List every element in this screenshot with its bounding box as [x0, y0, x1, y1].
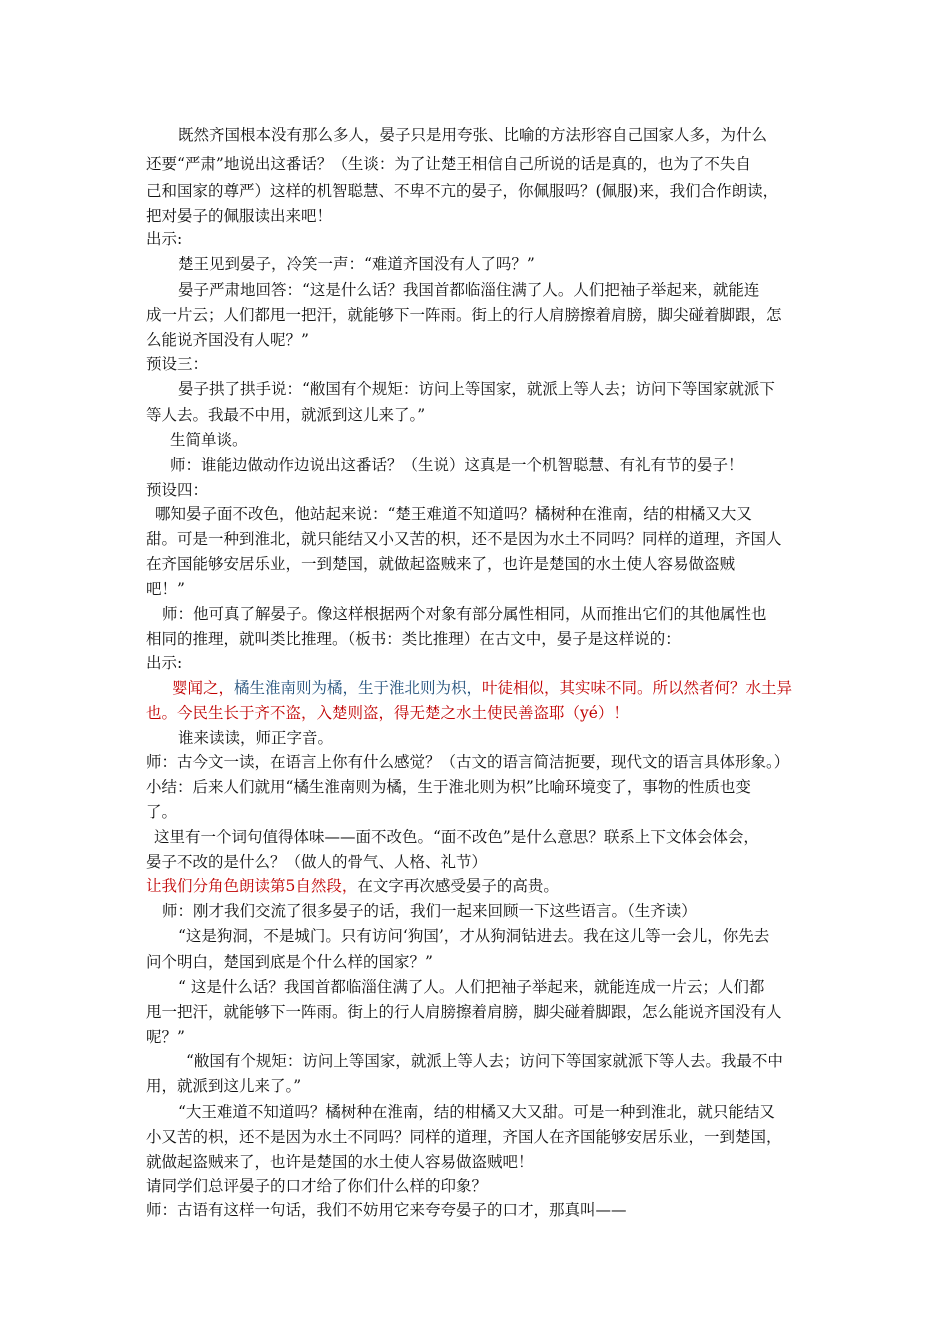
paragraph-line: 吧！”: [146, 580, 185, 598]
paragraph-line: 晏子严肃地回答：“这是什么话？我国首都临淄住满了人。人们把袖子举起来，就能连: [178, 281, 760, 299]
paragraph-line: 既然齐国根本没有那么多人，晏子只是用夸张、比喻的方法形容自己国家人多，为什么: [178, 126, 768, 144]
paragraph-line: 么能说齐国没有人呢？”: [146, 331, 309, 349]
quote-line: 就做起盗贼来了，也许是楚国的水土使人容易做盗贼吧！: [146, 1153, 534, 1171]
paragraph-line: 师：刚才我们交流了很多晏子的话，我们一起来回顾一下这些语言。（生齐读）: [162, 902, 697, 920]
paragraph-line: 楚王见到晏子，冷笑一声：“难道齐国没有人了吗？”: [178, 255, 535, 273]
highlight-red-text: 让我们分角色朗读第5自然段，: [146, 877, 358, 895]
section-label: 预设四：: [146, 481, 209, 499]
highlight-black-text: 在文字再次感受晏子的高贵。: [357, 877, 559, 895]
paragraph-line: 还要“严肃”地说出这番话？（生谈：为了让楚王相信自己所说的话是真的，也为了不失自: [146, 155, 751, 173]
quote-line: 甩一把汗，就能够下一阵雨。街上的行人肩膀擦着肩膀，脚尖碰着脚跟，怎么能说齐国没有人: [146, 1003, 782, 1021]
paragraph-line: 晏子拱了拱手说：“敝国有个规矩：访问上等国家，就派上等人去；访问下等国家就派下: [178, 380, 775, 398]
paragraph-line: 师：古语有这样一句话，我们不妨用它来夸夸晏子的口才，那真叫——: [146, 1201, 627, 1219]
paragraph-line: 这里有一个词句值得体味——面不改色。“面不改色”是什么意思？联系上下文体会体会，: [154, 828, 759, 846]
summary-line: 了。: [146, 803, 178, 821]
summary-line: 小结：后来人们就用“橘生淮南则为橘，生于淮北则为枳”比喻环境变了，事物的性质也变: [146, 778, 751, 796]
quote-line: “这是狗洞，不是城门。只有访问‘狗国’，才从狗洞钻进去。我在这儿等一会儿，你先去: [178, 927, 770, 945]
show-label: 出示:: [146, 230, 183, 248]
paragraph-line: 生简单谈。: [170, 431, 248, 449]
quote-line: “大王难道不知道吗？橘树种在淮南，结的柑橘又大又甜。可是一种到淮北，就只能结又: [178, 1103, 775, 1121]
quote-line: “ 这是什么话？我国首都临淄住满了人。人们把袖子举起来，就能连成一片云；人们都: [178, 978, 765, 996]
classical-quote: 橘生淮南则为橘，生于淮北则为枳，: [234, 679, 483, 697]
highlight-line: [146, 879, 559, 895]
paragraph-line: 成一片云；人们都甩一把汗，就能够下一阵雨。街上的行人肩膀擦着肩膀，脚尖碰着脚跟，怎: [146, 306, 782, 324]
paragraph-line: 相同的推理，就叫类比推理。（板书：类比推理）在古文中，晏子是这样说的：: [146, 630, 681, 648]
show-label: 出示:: [146, 654, 183, 672]
paragraph-line: 甜。可是一种到淮北，就只能结又小又苦的枳，还不是因为水土不同吗？同样的道理，齐国人: [146, 530, 782, 548]
paragraph-line: 哪知晏子面不改色，他站起来说：“楚王难道不知道吗？橘树种在淮南，结的柑橘又大又: [155, 505, 752, 523]
paragraph-line: 师：谁能边做动作边说出这番话？（生说）这真是一个机智聪慧、有礼有节的晏子！: [170, 456, 744, 474]
quote-line: 小又苦的枳，还不是因为水土不同吗？同样的道理，齐国人在齐国能够安居乐业，一到楚国，: [146, 1128, 782, 1146]
classical-text-line: 也。今民生长于齐不盗，入楚则盗，得无楚之水土使民善盗耶（yé）！: [146, 704, 629, 722]
paragraph-line: 等人去。我最不中用，就派到这儿来了。”: [146, 406, 426, 424]
paragraph-line: 把对晏子的佩服读出来吧！: [146, 207, 333, 225]
quote-line: 用，就派到这儿来了。”: [146, 1077, 302, 1095]
section-label: 预设三：: [146, 355, 209, 373]
quote-line: 呢？”: [146, 1028, 185, 1046]
classical-continuation: 叶徒相似，其实味不同。所以然者何？水土异: [482, 679, 793, 697]
paragraph-line: 请同学们总评晏子的口才给了你们什么样的印象？: [146, 1177, 488, 1195]
paragraph-line: 师：他可真了解晏子。像这样根据两个对象有部分属性相同，从而推出它们的其他属性也: [162, 605, 767, 623]
quote-line: 问个明白，楚国到底是个什么样的国家？”: [146, 953, 433, 971]
quote-line: “敝国有个规矩：访问上等国家，就派上等人去；访问下等国家就派下等人去。我最不中: [186, 1052, 783, 1070]
paragraph-line: 晏子不改的是什么？（做人的骨气、人格、礼节）: [146, 853, 488, 871]
classical-text-line: [172, 681, 792, 697]
classical-intro: 婴闻之，: [172, 679, 235, 697]
paragraph-line: 己和国家的尊严）这样的机智聪慧、不卑不亢的晏子，你佩服吗？(佩服)来，我们合作朗读，: [146, 182, 779, 200]
paragraph-line: 谁来读读，师正字音。: [178, 729, 334, 747]
paragraph-line: 在齐国能够安居乐业，一到楚国，就做起盗贼来了，也许是楚国的水土使人容易做盗贼: [146, 555, 736, 573]
paragraph-line: 师：古今文一读，在语言上你有什么感觉？（古文的语言简洁扼要，现代文的语言具体形象。）: [146, 753, 790, 771]
